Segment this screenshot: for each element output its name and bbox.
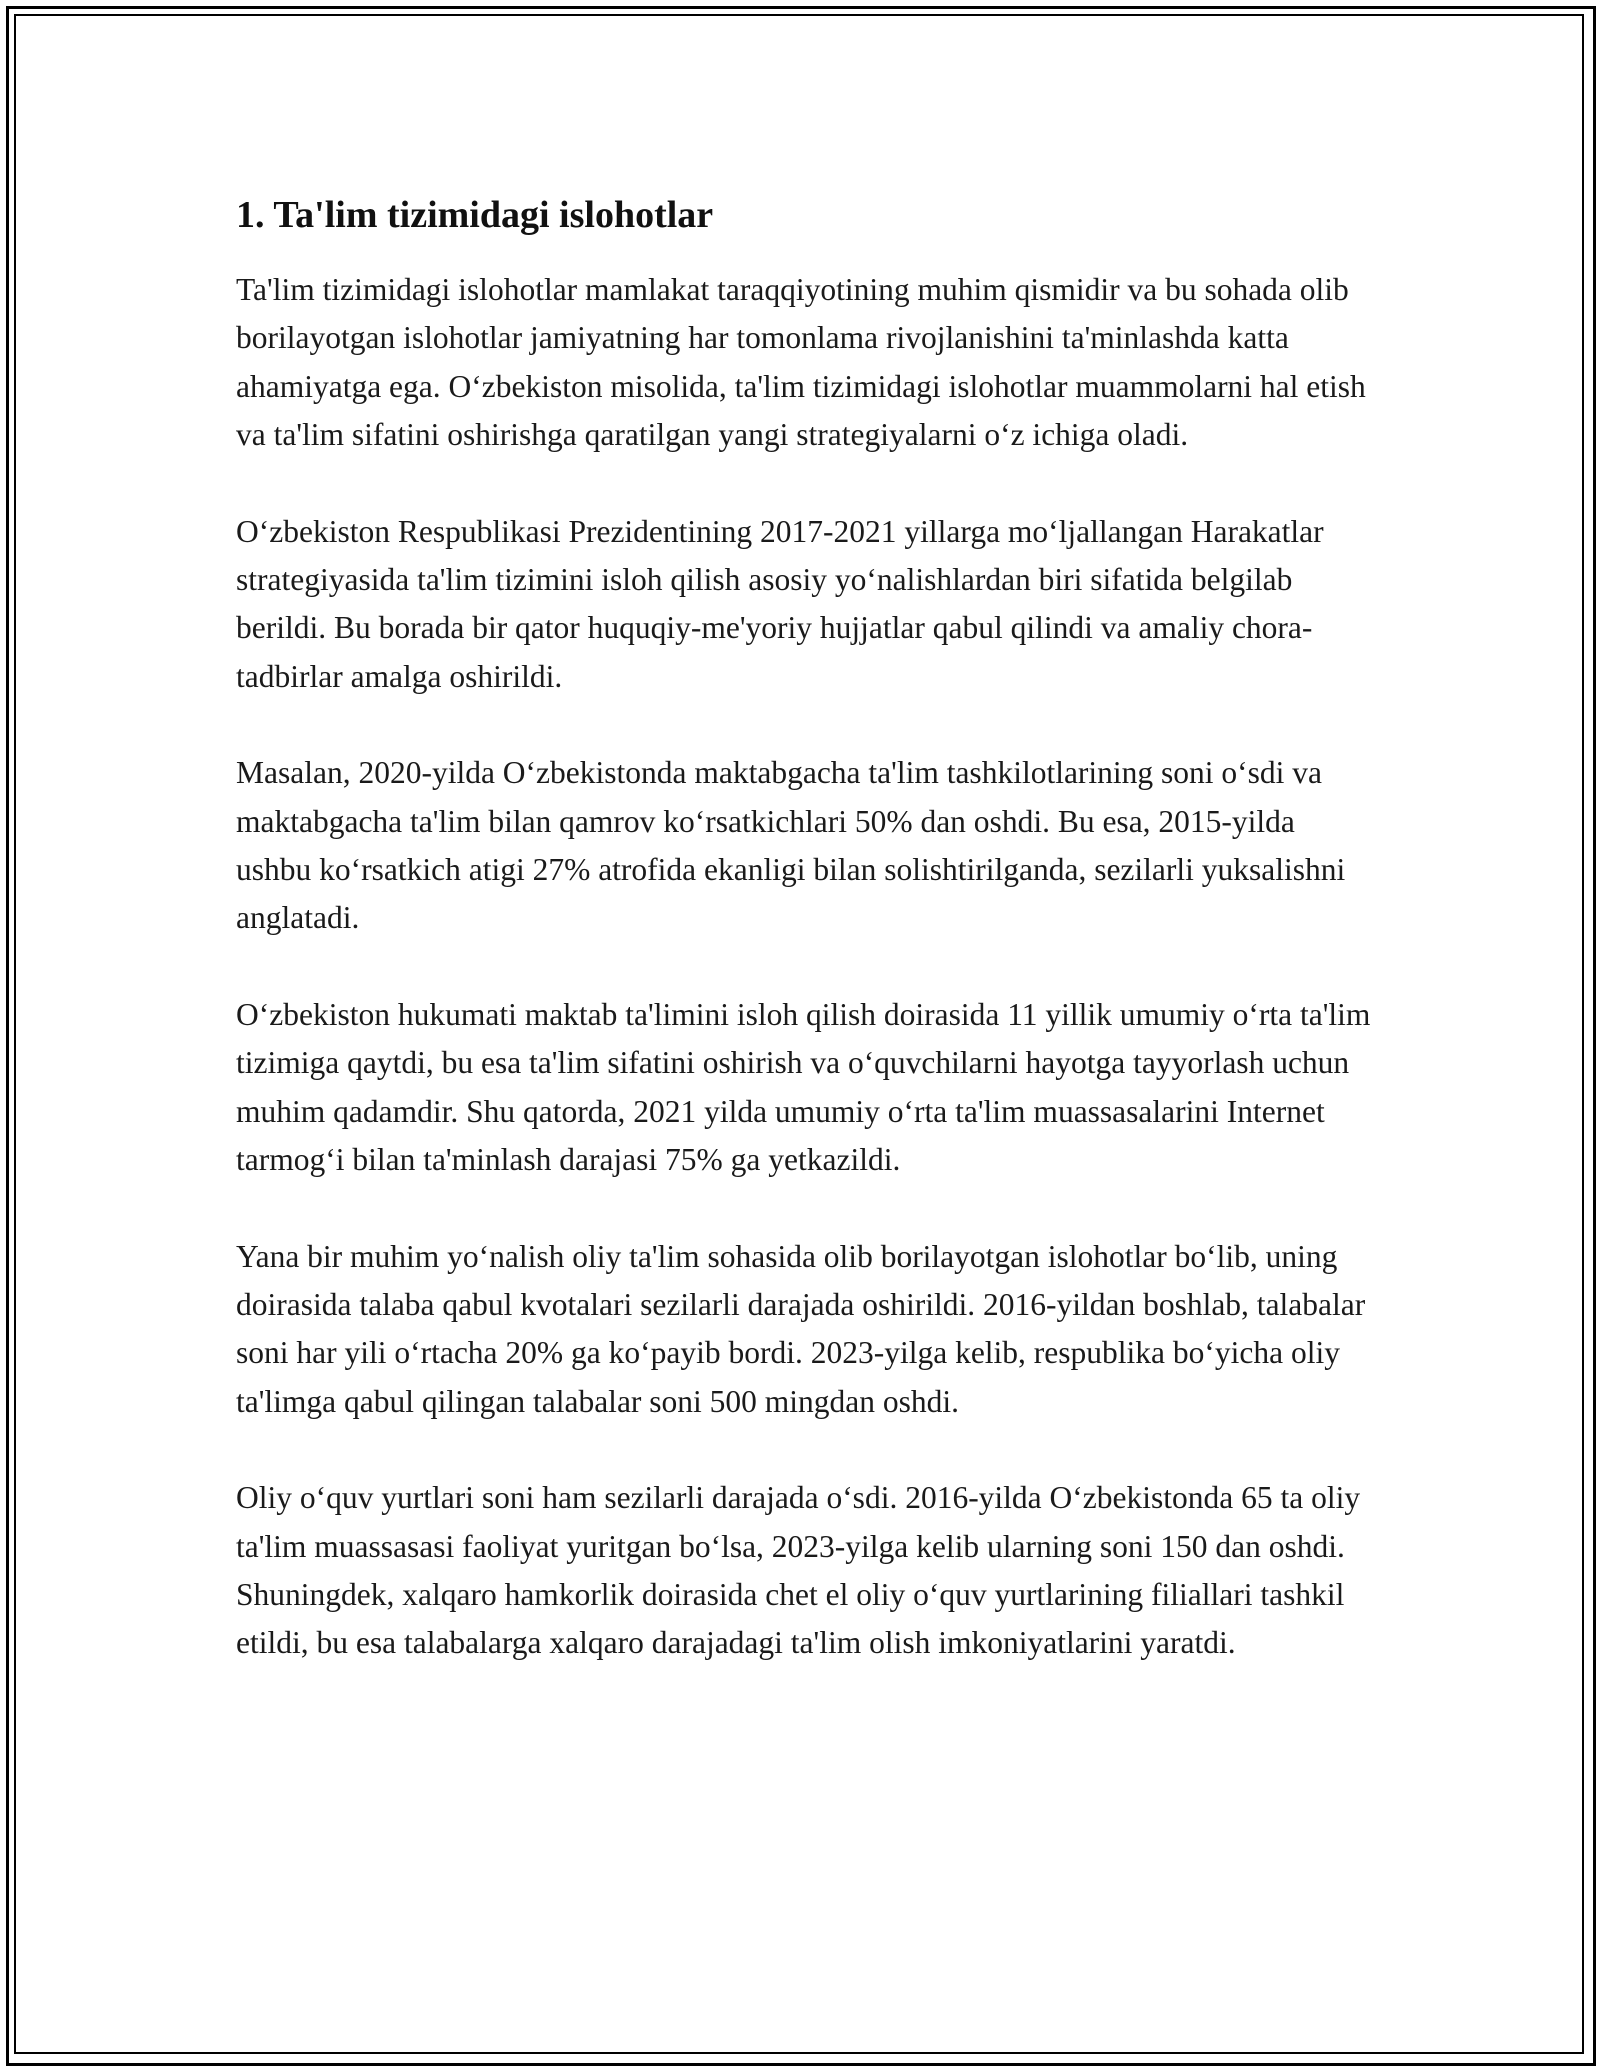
paragraph-6: Oliy o‘quv yurtlari soni ham sezilarli darajada o‘sdi. 2016-yilda O‘zbekistonda 65 ta oliy ta'lim muassasasi faoliyat yuritgan bo‘lsa, 2023-yilga kelib ularning soni 150 dan oshdi. Shuningdek, xalqaro hamkorlik doirasida chet el oliy o‘quv yurtlarining filiallari tashkil etildi, bu esa talabalarga xalqaro darajadagi ta'lim olish imkoniyatlarini yaratdi. [236,1480,1361,1661]
paragraph-2: O‘zbekiston Respublikasi Prezidentining 2017-2021 yillarga mo‘ljallangan Harakatlar strategiyasida ta'lim tizimini isloh qilish asosiy yo‘nalishlardan biri sifatida belgilab berildi. Bu borada bir qator huquqiy-me'yoriy hujjatlar qabul qilindi va amaliy chora-tadbirlar amalga oshirildi. [236,513,1324,694]
paragraph-1: Ta'lim tizimidagi islohotlar mamlakat taraqqiyotining muhim qismidir va bu sohada olib borilayotgan islohotlar jamiyatning har tomonlama rivojlanishini ta'minlashda katta ahamiyatga ega. O‘zbekiston misolida, ta'lim tizimidagi islohotlar muammolarni hal etish va ta'lim sifatini oshirishga qaratilgan yangi strategiyalarni o‘z ichiga oladi. [236,272,1366,453]
document-body [236,186,1376,1716]
paragraph-3: Masalan, 2020-yilda O‘zbekistonda maktabgacha ta'lim tashkilotlarining soni o‘sdi va maktabgacha ta'lim bilan qamrov ko‘rsatkichlari 50% dan oshdi. Bu esa, 2015-yilda ushbu ko‘rsatkich atigi 27% atrofida ekanligi bilan solishtirilganda, sezilarli yuksalishni anglatadi. [236,755,1346,936]
paragraph-4: O‘zbekiston hukumati maktab ta'limini isloh qilish doirasida 11 yillik umumiy o‘rta ta'lim tizimiga qaytdi, bu esa ta'lim sifatini oshirish va o‘quvchilarni hayotga tayyorlash uchun muhim qadamdir. Shu qatorda, 2021 yilda umumiy o‘rta ta'lim muassasalarini Internet tarmog‘i bilan ta'minlash darajasi 75% ga yetkazildi. [236,996,1371,1178]
section-heading: 1. Ta'lim tizimidagi islohotlar [236,194,714,236]
paragraph-5: Yana bir muhim yo‘nalish oliy ta'lim sohasida olib borilayotgan islohotlar bo‘lib, uning doirasida talaba qabul kvotalari sezilarli darajada oshirildi. 2016-yildan boshlab, talabalar soni har yili o‘rtacha 20% ga ko‘payib bordi. 2023-yilga kelib, respublika bo‘yicha oliy ta'limga qabul qilingan talabalar soni 500 mingdan oshdi. [236,1238,1366,1419]
